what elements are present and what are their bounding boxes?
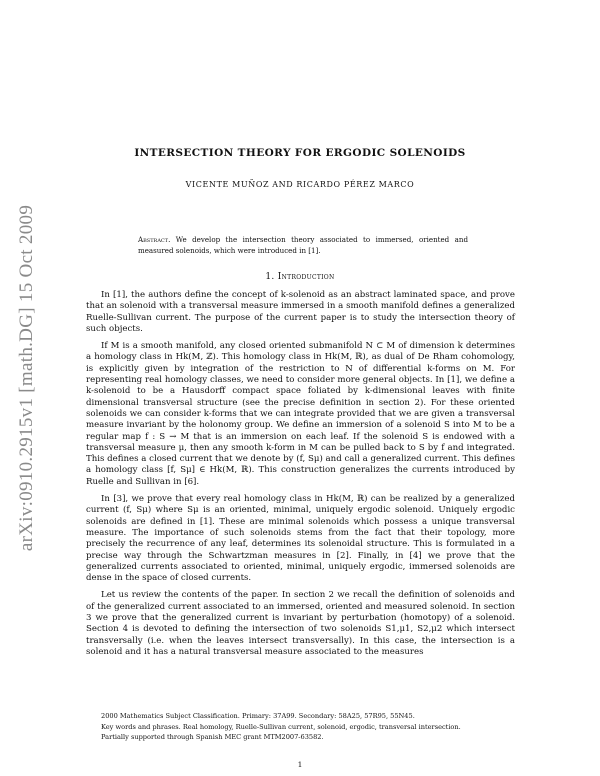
section-heading: 1. Introduction xyxy=(265,272,335,282)
page-number: 1 xyxy=(297,760,303,769)
paragraph: Let us review the contents of the paper. In section 2 we recall the definition of solenoids and of the generalized current associated to an immersed, oriented and measured solenoid. In section 3 we prove that the generalized current is invariant by perturbation (homotopy) of a solenoid. Section 4 is devoted to defining the intersection of two solenoids S1,μ1, S2,μ2 which intersect transversally (i.e. when the leaves intersect transversally). In this case, the intersection is a solenoid and it has a natural transversal measure associated to the measures xyxy=(86,590,515,657)
arxiv-identifier-sidebar xyxy=(12,178,42,578)
paper-authors: VICENTE MUÑOZ AND RICARDO PÉREZ MARCO xyxy=(185,180,415,189)
body-text xyxy=(86,290,515,664)
footnote-msc: 2000 Mathematics Subject Classification. Primary: 37A99. Secondary: 58A25, 57R95, 55N45. xyxy=(101,712,415,720)
abstract-label: Abstract. xyxy=(138,235,171,244)
footnote-keywords: Key words and phrases. Real homology, Ruelle-Sullivan current, solenoid, ergodic, transversal intersection. xyxy=(101,722,461,731)
abstract-text: We develop the intersection theory associated to immersed, oriented and measured solenoids, which were introduced in [1]. xyxy=(138,235,468,255)
abstract xyxy=(138,234,468,256)
arxiv-identifier: arXiv:0910.2915v1 [math.DG] 15 Oct 2009 xyxy=(16,204,37,552)
paragraph: In [1], the authors define the concept of k-solenoid as an abstract laminated space, and prove that an solenoid with a transversal measure immersed in a smooth manifold defines a generalized Ruelle-Sullivan current. The purpose of the current paper is to study the intersection theory of such objects. xyxy=(86,290,515,334)
paragraph: If M is a smooth manifold, any closed oriented submanifold N ⊂ M of dimension k determines a homology class in Hk(M, ℤ). This homology class in Hk(M, ℝ), as dual of De Rham cohomology, is explicitly given by integration of the restriction to N of differential k-forms on M. For representing real homology classes, we need to consider more general objects. In [1], we define a k-solenoid to be a Hausdorff compact space foliated by k-dimensional leaves with finite dimensional transversal structure (see the precise definition in section 2). For these oriented solenoids we can consider k-forms that we can integrate provided that we are given a transversal measure invariant by the holonomy group. We define an immersion of a solenoid S into M to be a regular map f : S → M that is an immersion on each leaf. If the solenoid S is endowed with a transversal measure μ, then any smooth k-form in M can be pulled back to S by f and integrated. This defines a closed current that we denote by (f, Sμ) and call a generalized current. This defines a homology class [f, Sμ] ∈ Hk(M, ℝ). This construction generalizes the currents introduced by Ruelle and Sullivan in [6]. xyxy=(86,341,515,487)
paper-title: INTERSECTION THEORY FOR ERGODIC SOLENOIDS xyxy=(134,147,466,159)
footnotes xyxy=(86,711,515,743)
footnote-funding: Partially supported through Spanish MEC grant MTM2007-63582. xyxy=(101,733,324,741)
paragraph: In [3], we prove that every real homology class in Hk(M, ℝ) can be realized by a generalized current (f, Sμ) where Sμ is an oriented, minimal, uniquely ergodic solenoid. Uniquely ergodic solenoids are defined in [1]. These are minimal solenoids which possess a unique transversal measure. The importance of such solenoids stems from the fact that their topology, more precisely the recurrence of any leaf, determines its solenoidal structure. This is formulated in a precise way through the Schwartzman measures in [2]. Finally, in [4] we prove that the generalized currents associated to oriented, minimal, uniquely ergodic, immersed solenoids are dense in the space of closed currents. xyxy=(86,494,515,584)
